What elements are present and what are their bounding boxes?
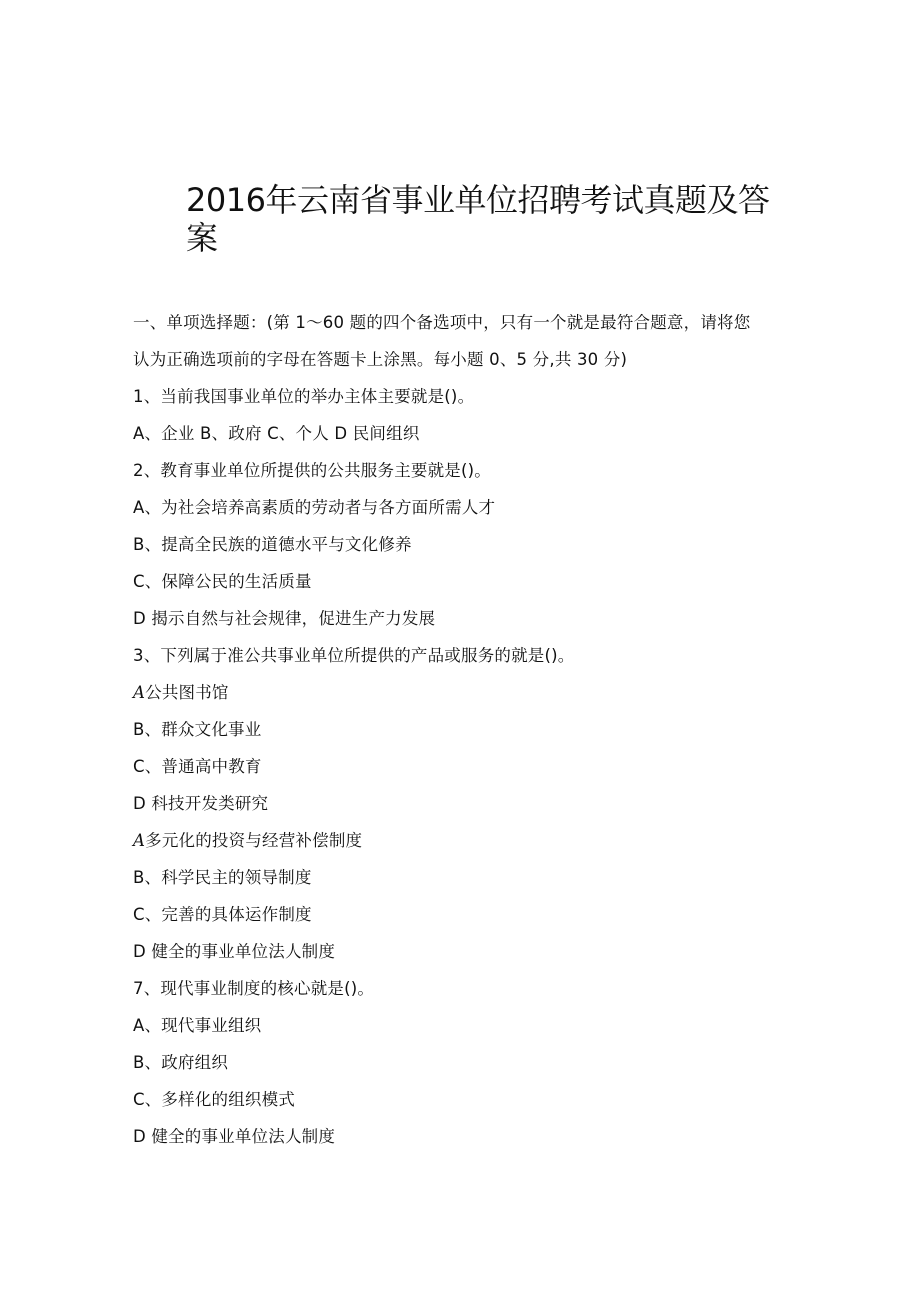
question-2-option-b: B、提高全民族的道德水平与文化修养 xyxy=(133,535,412,554)
section-heading-line-1: 一、单项选择题：(第 1～60 题的四个备选项中，只有一个就是最符合题意，请将您 xyxy=(133,313,751,332)
question-7-option-c: C、多样化的组织模式 xyxy=(133,1090,296,1109)
option-text: 公共图书馆 xyxy=(145,683,229,702)
question-1: 1、当前我国事业单位的举办主体主要就是()。 xyxy=(133,387,475,406)
title-line-1: 2016年云南省事业单位招聘考试真题及答 xyxy=(186,181,770,220)
page-title xyxy=(186,181,786,257)
option-letter: A xyxy=(133,683,146,702)
question-x-option-a xyxy=(133,822,833,859)
option-text: 多元化的投资与经营补偿制度 xyxy=(145,831,363,850)
question-7-option-d: D 健全的事业单位法人制度 xyxy=(133,1127,336,1146)
question-7: 7、现代事业制度的核心就是()。 xyxy=(133,979,375,998)
question-1-options: A、企业 B、政府 C、个人 D 民间组织 xyxy=(133,424,420,443)
question-x-option-d: D 健全的事业单位法人制度 xyxy=(133,942,336,961)
question-2: 2、教育事业单位所提供的公共服务主要就是()。 xyxy=(133,461,491,480)
question-3-option-b: B、群众文化事业 xyxy=(133,720,262,739)
question-2-option-a: A、为社会培养高素质的劳动者与各方面所需人才 xyxy=(133,498,496,517)
question-7-option-a: A、现代事业组织 xyxy=(133,1016,262,1035)
question-3: 3、下列属于准公共事业单位所提供的产品或服务的就是()。 xyxy=(133,646,575,665)
section-heading-line-2: 认为正确选项前的字母在答题卡上涂黑。每小题 0、5 分,共 30 分) xyxy=(133,350,628,369)
title-line-2: 案 xyxy=(186,219,218,258)
question-body xyxy=(133,304,833,1155)
question-2-option-d: D 揭示自然与社会规律，促进生产力发展 xyxy=(133,609,436,628)
question-2-option-c: C、保障公民的生活质量 xyxy=(133,572,312,591)
question-3-option-d: D 科技开发类研究 xyxy=(133,794,269,813)
question-x-option-c: C、完善的具体运作制度 xyxy=(133,905,312,924)
option-letter: A xyxy=(133,831,146,850)
question-7-option-b: B、政府组织 xyxy=(133,1053,229,1072)
question-3-option-a xyxy=(133,674,833,711)
question-3-option-c: C、普通高中教育 xyxy=(133,757,262,776)
question-x-option-b: B、科学民主的领导制度 xyxy=(133,868,312,887)
